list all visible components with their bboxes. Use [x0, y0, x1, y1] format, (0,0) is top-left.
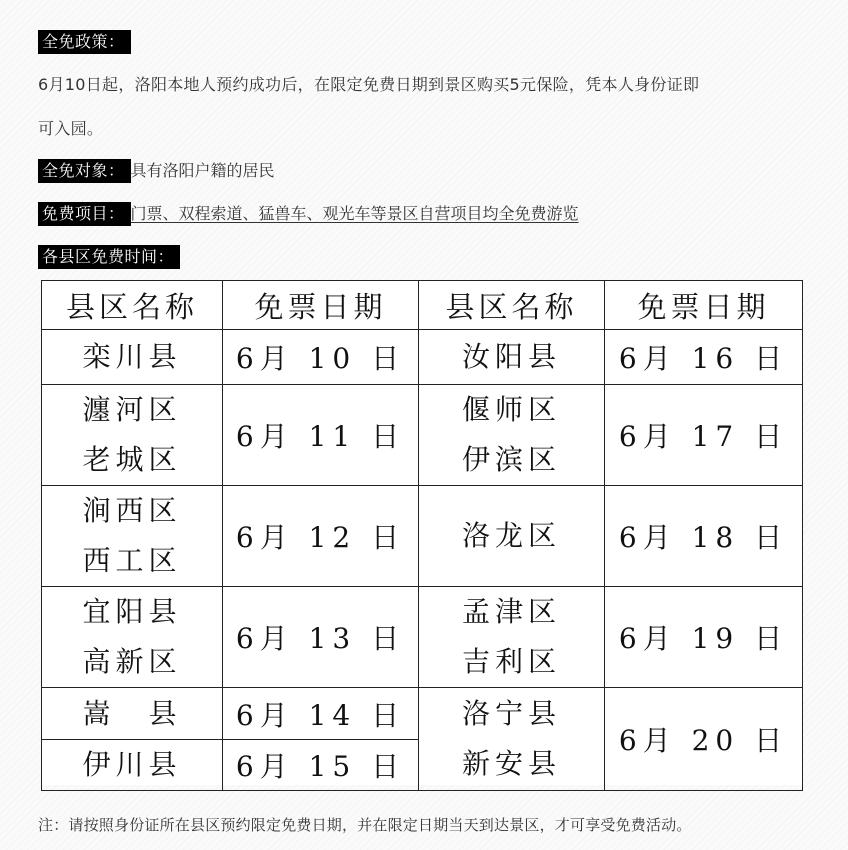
target-label: 全免对象：	[38, 159, 131, 183]
date-cell: 6月 10 日	[223, 330, 419, 385]
schedule-table	[41, 280, 803, 791]
district-cell	[419, 385, 605, 486]
table-header-row	[42, 281, 803, 330]
policy-text-line1: 6月10日起，洛阳本地人预约成功后，在限定免费日期到景区购买5元保险，凭本人身份证即	[38, 75, 700, 94]
schedule-label: 各县区免费时间：	[38, 245, 180, 269]
district-name: 新安县	[461, 747, 561, 780]
policy-text-line2: 可入园。	[38, 119, 104, 138]
district-cell	[42, 486, 223, 587]
district-name: 西工区	[82, 544, 182, 577]
district-name: 嵩 县	[82, 696, 182, 730]
date-cell: 6月 14 日	[223, 688, 419, 740]
district-cell	[419, 587, 605, 688]
date-cell: 6月 17 日	[605, 385, 803, 486]
district-name: 洛龙区	[461, 519, 561, 552]
district-name: 高新区	[82, 645, 182, 678]
schedule-table-container	[41, 280, 802, 785]
header-district-1: 县区名称	[42, 281, 223, 330]
date-cell: 6月 13 日	[223, 587, 419, 688]
date-cell: 6月 12 日	[223, 486, 419, 587]
district-name: 吉利区	[461, 645, 561, 678]
items-value: 门票、双程索道、猛兽车、观光车等景区自营项目均全免费游览	[130, 204, 579, 223]
schedule-heading-row	[38, 245, 180, 269]
district-name: 涧西区	[82, 494, 182, 527]
district-name: 宜阳县	[82, 595, 182, 628]
date-cell: 6月 18 日	[605, 486, 803, 587]
header-date-2: 免票日期	[605, 281, 803, 330]
district-name: 洛宁县	[461, 697, 561, 730]
footnote: 注：请按照身份证所在县区预约限定免费日期，并在限定日期当天到达景区，才可享受免费活动。	[38, 816, 692, 834]
table-row	[42, 486, 803, 587]
date-cell: 6月 19 日	[605, 587, 803, 688]
header-date-1: 免票日期	[223, 281, 419, 330]
district-cell	[42, 330, 223, 385]
table-row	[42, 587, 803, 688]
district-cell	[419, 486, 605, 587]
district-cell	[42, 385, 223, 486]
district-cell-merged	[419, 688, 605, 791]
district-name: 伊滨区	[461, 443, 561, 476]
date-cell: 6月 15 日	[223, 740, 419, 791]
items-row	[38, 202, 579, 226]
date-cell: 6月 11 日	[223, 385, 419, 486]
table-row	[42, 688, 803, 740]
district-cell	[42, 740, 223, 791]
policy-heading-row	[38, 30, 131, 54]
target-row	[38, 159, 275, 183]
district-name: 汝阳县	[461, 340, 561, 373]
district-name: 瀍河区	[82, 393, 182, 426]
district-name: 孟津区	[461, 595, 561, 628]
district-name: 偃师区	[461, 393, 561, 426]
header-district-2: 县区名称	[419, 281, 605, 330]
table-row	[42, 330, 803, 385]
target-value: 具有洛阳户籍的居民	[130, 161, 275, 180]
district-name: 老城区	[82, 443, 182, 476]
district-cell	[419, 330, 605, 385]
district-name: 伊川县	[82, 748, 182, 781]
table-row	[42, 385, 803, 486]
district-cell	[42, 587, 223, 688]
items-label: 免费项目：	[38, 202, 131, 226]
date-cell-merged: 6月 20 日	[605, 688, 803, 791]
policy-label: 全免政策：	[38, 30, 131, 54]
district-cell	[42, 688, 223, 740]
district-name: 栾川县	[82, 340, 182, 373]
date-cell: 6月 16 日	[605, 330, 803, 385]
